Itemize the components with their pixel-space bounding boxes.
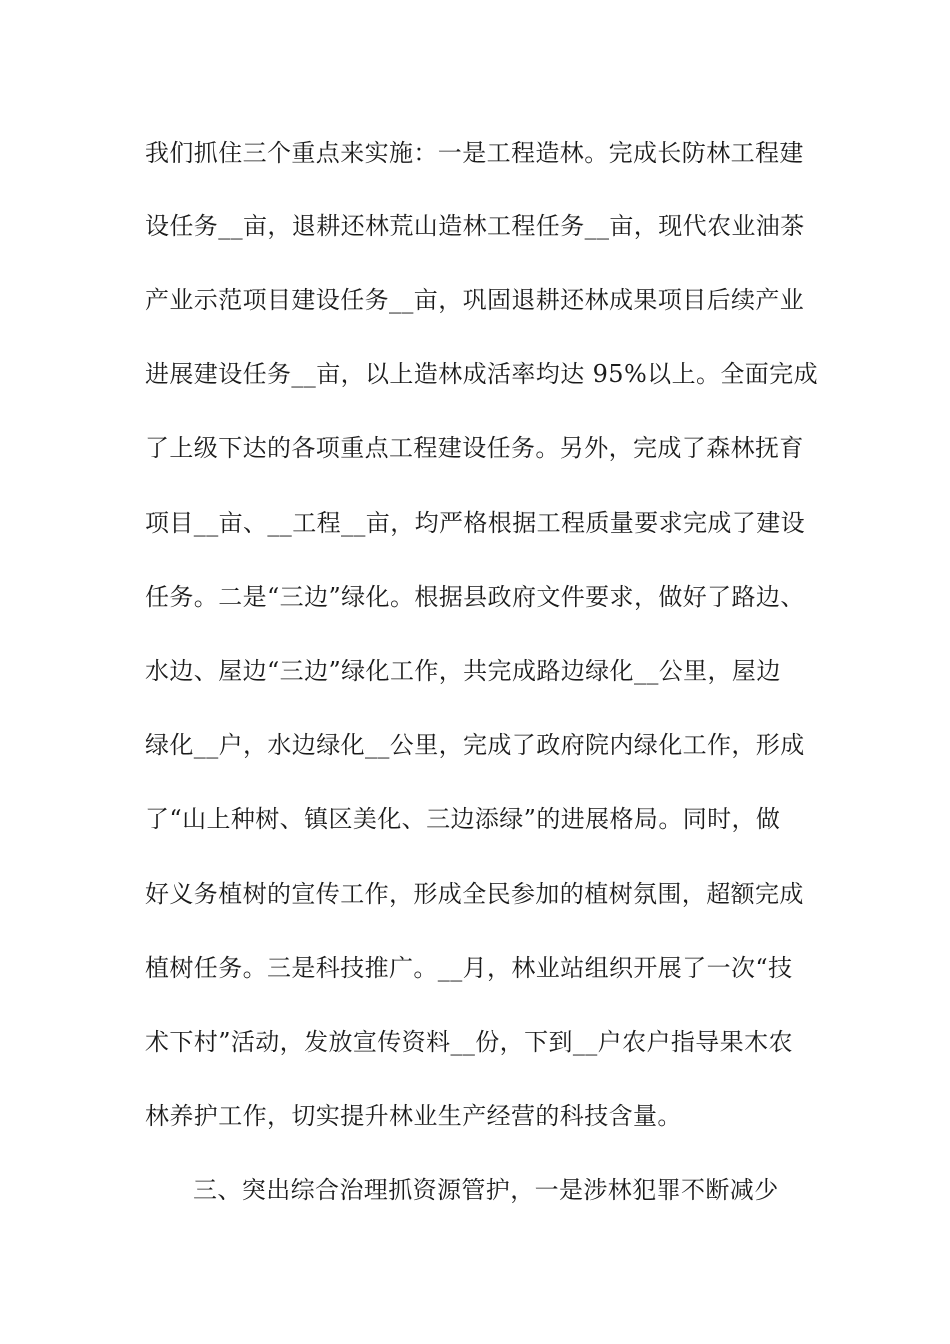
paragraph-line-5: 了上级下达的各项重点工程建设任务。另外，完成了森林抚育 <box>145 434 804 462</box>
paragraph-line-1: 我们抓住三个重点来实施：一是工程造林。完成长防林工程建 <box>145 139 804 167</box>
paragraph-line-4: 进展建设任务__亩，以上造林成活率均达 95%以上。全面完成 <box>145 360 818 388</box>
paragraph-line-7: 任务。二是“三边”绿化。根据县政府文件要求，做好了路边、 <box>145 583 805 611</box>
paragraph-line-2: 设任务__亩，退耕还林荒山造林工程任务__亩，现代农业油茶 <box>145 212 805 240</box>
section-heading: 三、突出综合治理抓资源管护，一是涉林犯罪不断减少 <box>193 1176 779 1204</box>
paragraph-line-14: 林养护工作，切实提升林业生产经营的科技含量。 <box>145 1102 682 1130</box>
paragraph-line-6: 项目__亩、__工程__亩，均严格根据工程质量要求完成了建设 <box>145 509 805 537</box>
paragraph-line-13: 术下村”活动，发放宣传资料__份，下到__户农户指导果木农 <box>145 1028 793 1056</box>
paragraph-line-12: 植树任务。三是科技推广。__月，林业站组织开展了一次“技 <box>145 954 793 982</box>
paragraph-line-8: 水边、屋边“三边”绿化工作，共完成路边绿化__公里，屋边 <box>145 657 781 685</box>
paragraph-line-10: 了“山上种树、镇区美化、三边添绿”的进展格局。同时，做 <box>145 805 781 833</box>
paragraph-line-9: 绿化__户，水边绿化__公里，完成了政府院内绿化工作，形成 <box>145 731 805 759</box>
paragraph-line-3: 产业示范项目建设任务__亩，巩固退耕还林成果项目后续产业 <box>145 286 805 314</box>
paragraph-line-11: 好义务植树的宣传工作，形成全民参加的植树氛围，超额完成 <box>145 880 804 908</box>
